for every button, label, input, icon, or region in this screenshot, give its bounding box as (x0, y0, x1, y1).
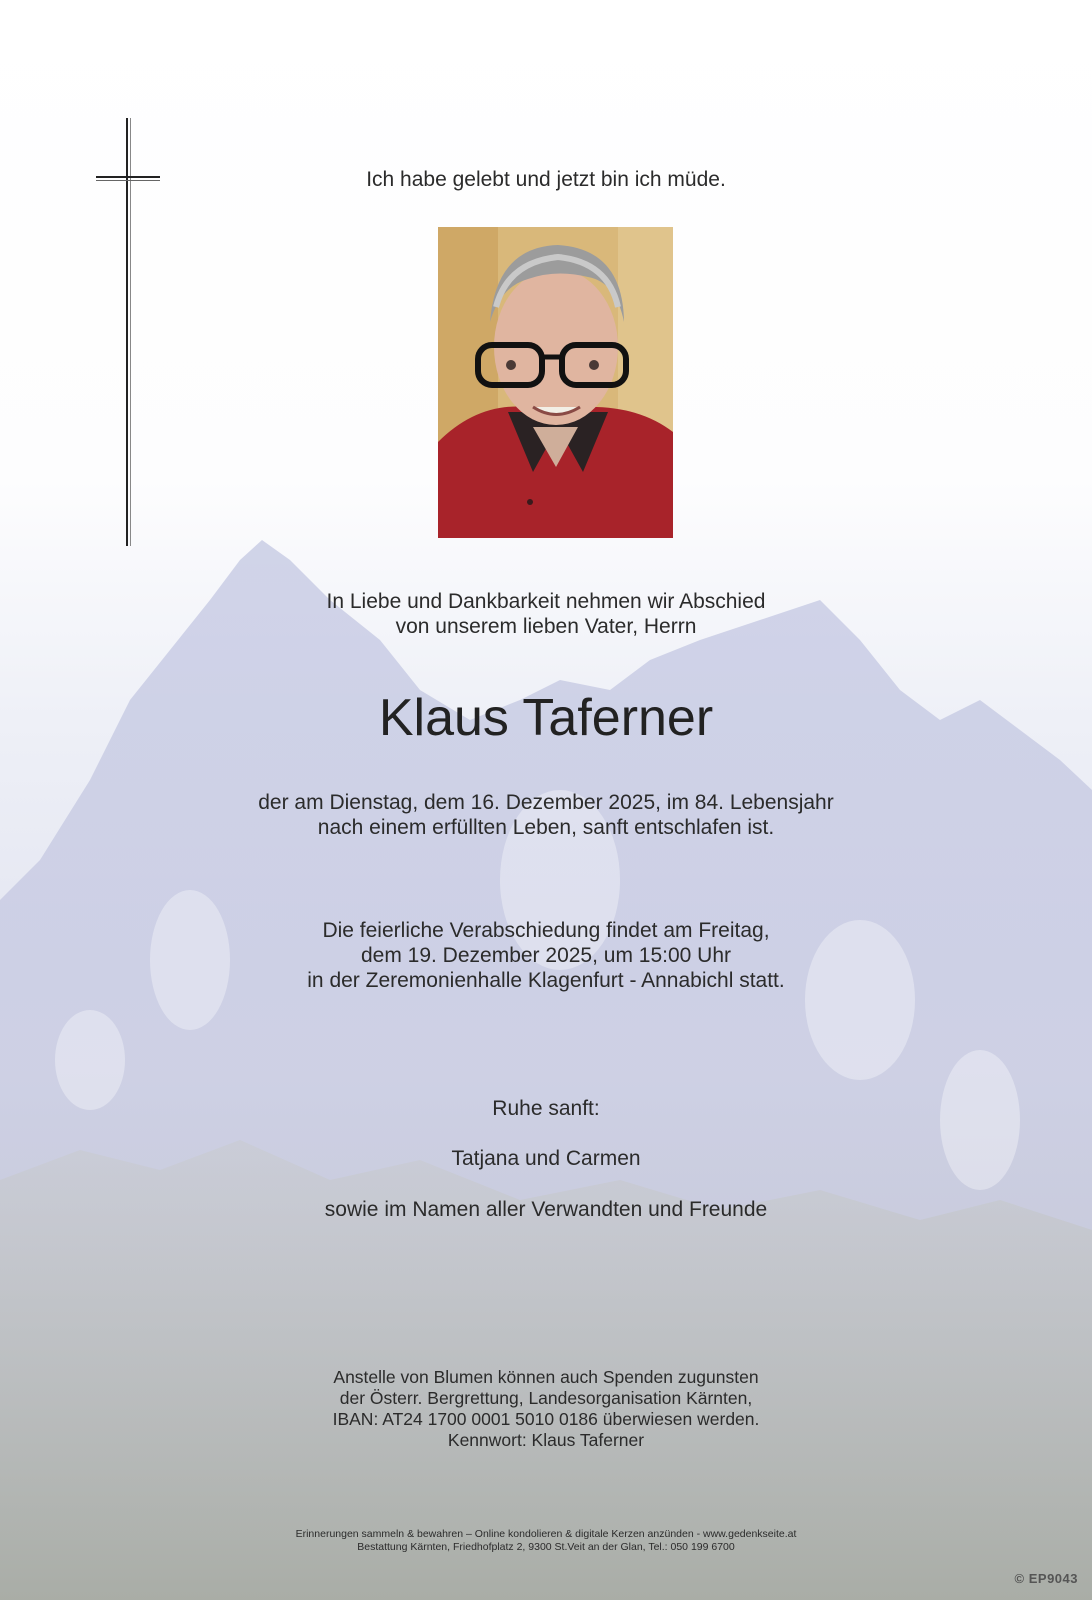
donation-line: IBAN: AT24 1700 0001 5010 0186 überwiesen werden. (332, 1409, 760, 1429)
ceremony-line: dem 19. Dezember 2025, um 15:00 Uhr (360, 944, 732, 967)
footer-line: Bestattung Kärnten, Friedhofplatz 2, 9300 St.Veit an der Glan, Tel.: 050 199 6700 (357, 1541, 735, 1553)
death-notice (0, 790, 1092, 840)
donation-notice (0, 1367, 1092, 1451)
intro-line: In Liebe und Dankbarkeit nehmen wir Abschied (326, 590, 766, 613)
portrait-photo (438, 227, 673, 538)
intro-line: von unserem lieben Vater, Herrn (395, 615, 697, 638)
farewell-intro (0, 589, 1092, 639)
footer-line: Erinnerungen sammeln & bewahren – Online kondolieren & digitale Kerzen anzünden - www.gedenkseite.at (295, 1528, 797, 1540)
rest-in-peace: Ruhe sanft: (492, 1097, 600, 1120)
footer (0, 1528, 1092, 1554)
ceremony-notice (0, 918, 1092, 993)
relatives-line: sowie im Namen aller Verwandten und Freunde (324, 1198, 768, 1221)
ceremony-line: Die feierliche Verabschiedung findet am Freitag, (322, 919, 770, 942)
donation-line: der Österr. Bergrettung, Landesorganisation Kärnten, (339, 1388, 753, 1408)
death-line: der am Dienstag, dem 16. Dezember 2025, im 84. Lebensjahr (258, 791, 834, 814)
motto: Ich habe gelebt und jetzt bin ich müde. (366, 168, 726, 191)
donation-line: Kennwort: Klaus Taferner (447, 1430, 645, 1450)
template-code: © EP9043 (1014, 1571, 1078, 1586)
deceased-name: Klaus Taferner (378, 689, 714, 747)
ceremony-line: in der Zeremonienhalle Klagenfurt - Annabichl statt. (307, 969, 785, 992)
donation-line: Anstelle von Blumen können auch Spenden zugunsten (333, 1367, 759, 1387)
mourners: Tatjana und Carmen (451, 1147, 641, 1170)
death-line: nach einem erfüllten Leben, sanft entschlafen ist. (317, 816, 775, 839)
